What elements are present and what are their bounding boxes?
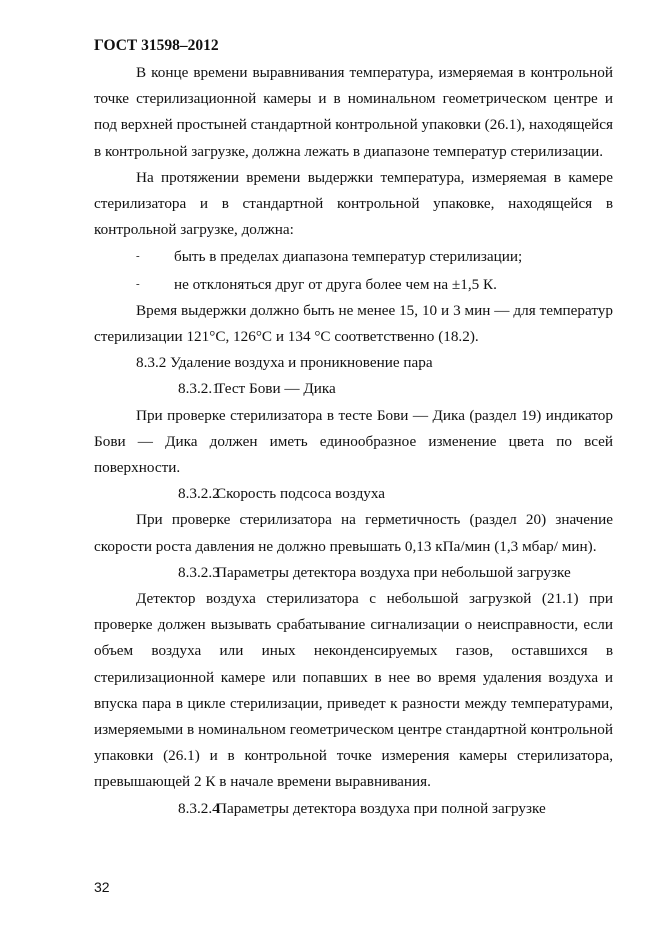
section-heading-8-3-2: 8.3.2 Удаление воздуха и проникновение пара [136, 354, 433, 372]
page-number: 32 [94, 879, 110, 895]
document-body [94, 60, 613, 822]
paragraph-bowie-dick: При проверке стерилизатора в тесте Бови — Дика (раздел 19) индикатор Бови — Дика должен иметь единообразное изменение цвета по всей поверхности. [94, 406, 613, 477]
paragraph-equilibration: В конце времени выравнивания температура, измеряемая в контрольной точке стерилизационной камеры и в номинальном геометрическом центре и под верхней простыней стандартной контрольной упаковки (26.1), находящейся в контрольной загрузке, должна лежать в диапазоне температур стерилизации. [94, 64, 614, 160]
paragraph-holding-time: На протяжении времени выдержки температура, измеряемая в камере стерилизатора и в стандартной контрольной упаковке, находящейся в контрольной загрузке, должна: [94, 168, 613, 239]
paragraph-air-detector-small-load: Детектор воздуха стерилизатора с небольшой загрузкой (21.1) при проверке должен вызывать срабатывание сигнализации о неисправности, если объем воздуха или иных неконденсируемых газов, оставшихся в стерилизационной камере или попавших в нее во время удаления воздуха и впуска пара в цикле стерилизации, приведет к разности между температурами, измеряемыми в номинальном геометрическом центре стандартной контрольной упаковки (26.1) и в контрольной точке измерения камеры стерилизатора, превышающей 2 К в начале времени выравнивания. [94, 590, 613, 791]
list-item: - не отклоняться друг от друга более чем на ±1,5 К. [94, 271, 613, 298]
bullet-dash: - [136, 250, 140, 263]
section-heading-8-3-2-3: 8.3.2.3Параметры детектора воздуха при небольшой загрузке [178, 563, 571, 581]
standard-header: ГОСТ 31598–2012 [94, 37, 219, 54]
section-heading-8-3-2-2: 8.3.2.2Скорость подсоса воздуха [178, 485, 386, 503]
bullet-dash: - [136, 277, 140, 290]
list-item: - быть в пределах диапазона температур стерилизации; [94, 243, 613, 270]
paragraph-holding-duration: Время выдержки должно быть не менее 15, 10 и 3 мин — для температур стерилизации 121°С, 126°С и 134 °С соответственно (18.2). [94, 301, 613, 346]
section-heading-8-3-2-4: 8.3.2.4Параметры детектора воздуха при полной загрузке [178, 799, 546, 817]
section-heading-8-3-2-1: 8.3.2.1Тест Бови — Дика [178, 380, 336, 398]
paragraph-air-leakage: При проверке стерилизатора на герметичность (раздел 20) значение скорости роста давления не должно превышать 0,13 кПа/мин (1,3 мбар/ мин). [94, 511, 613, 555]
